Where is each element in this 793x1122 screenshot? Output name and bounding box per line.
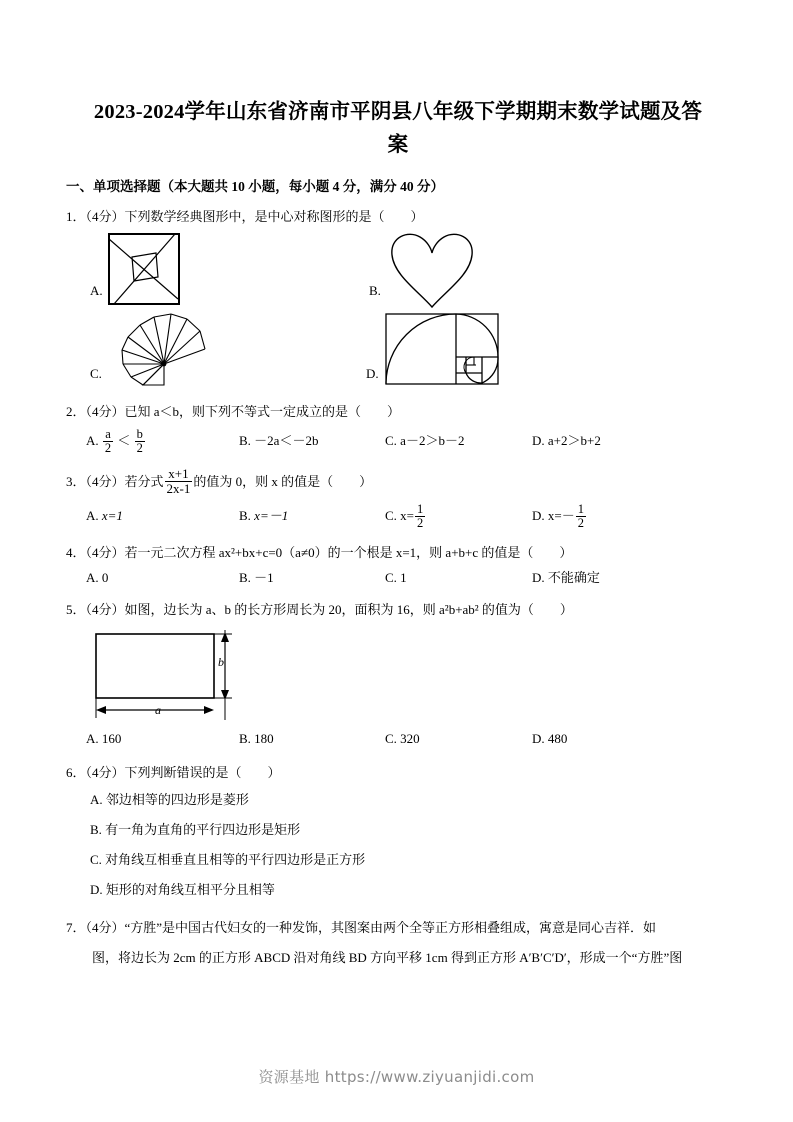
option-b-figure-heart-icon — [388, 229, 476, 314]
option-c-text-q6: 对角线互相垂直且相等的平行四边形是正方形 — [105, 852, 366, 867]
option-b-text-q5: 180 — [254, 731, 274, 746]
fraction-denominator: 2 — [104, 440, 112, 455]
question-5-stem: 5．（4分）如图，边长为 a、b 的长方形周长为 20，面积为 16，则 a²b+ab² 的值为（ ） — [66, 602, 573, 617]
fraction-numerator: 1 — [417, 501, 424, 516]
option-d-text-q6: 矩形的对角线互相平分且相等 — [105, 882, 275, 897]
option-d-text-q2: a+2＞b+2 — [547, 433, 601, 448]
option-b-label-q6: B. — [90, 822, 102, 837]
option-b-q2 — [239, 424, 385, 458]
option-c-q4 — [385, 565, 532, 591]
question-7 — [66, 913, 730, 973]
option-b-label-q4: B. — [239, 570, 251, 585]
option-c-label-q3: C. — [385, 508, 397, 523]
question-7-stem-line-2: 图，将边长为 2cm 的正方形 ABCD 沿对角线 BD 方向平移 1cm 得到正方形 A′B′C′D′，形成一个“方胜”图 — [92, 950, 683, 965]
option-d-text-q3: x=－ — [547, 508, 575, 523]
option-a-label-q4: A. — [86, 570, 99, 585]
option-a-fraction-b-over-2 — [135, 428, 145, 455]
fraction-denominator: 2 — [136, 440, 143, 455]
option-c-q5 — [385, 726, 532, 752]
question-7-stem — [66, 913, 730, 973]
option-d-label-q4: D. — [532, 570, 545, 585]
option-d-fraction-q3 — [576, 503, 586, 530]
question-3-stem-suffix: 的值为 0，则 x 的值是（ ） — [193, 474, 373, 489]
fraction-numerator: a — [105, 426, 111, 441]
question-3 — [66, 466, 730, 534]
option-c-label-q4: C. — [385, 570, 397, 585]
option-c-q3 — [385, 498, 532, 534]
option-d-q5 — [532, 726, 567, 752]
option-d-label-q3: D. — [532, 508, 545, 523]
option-c-text-q4: 1 — [400, 570, 407, 585]
option-b-label-q1: B. — [369, 283, 381, 298]
option-a-text-q5: 160 — [101, 731, 122, 746]
option-b-label-q3: B. — [239, 508, 251, 523]
section-heading: 一、单项选择题（本大题共 10 小题，每小题 4 分，满分 40 分） — [66, 179, 444, 194]
question-4 — [66, 540, 730, 591]
footer-watermark: 资源基地 https://www.ziyuanjidi.com — [258, 1068, 535, 1086]
option-d-q3 — [532, 498, 587, 534]
option-a-fraction-a-over-2 — [103, 428, 113, 455]
option-d-label-q5: D. — [532, 731, 545, 746]
question-3-options — [66, 498, 730, 534]
option-d-label-q2: D. — [532, 433, 545, 448]
question-1-figure-row-cd — [66, 309, 730, 391]
option-a-text-q6: 邻边相等的四边形是菱形 — [105, 792, 249, 807]
option-d-q2 — [532, 424, 601, 458]
option-c-q6 — [66, 845, 730, 875]
option-c-figure-spiral-of-theodorus-icon — [104, 309, 210, 392]
option-a-label-q2: A. — [86, 433, 99, 448]
question-4-options — [66, 565, 730, 591]
question-3-stem-prefix: 3．（4分）若分式 — [66, 474, 164, 489]
option-a-figure-pythagorean-pinwheel-icon — [106, 231, 184, 312]
option-c-label-q5: C. — [385, 731, 397, 746]
option-d-text-q5: 480 — [547, 731, 568, 746]
question-1-stem: 1．（4分）下列数学经典图形中，是中心对称图形的是（ ） — [66, 209, 424, 224]
option-b-text-q3: x=－1 — [254, 508, 289, 523]
question-1-figure-row-ab — [66, 229, 730, 309]
option-b-q5 — [239, 726, 385, 752]
question-4-stem: 4．（4分）若一元二次方程 ax²+bx+c=0（a≠0）的一个根是 x=1，则 a+b+c 的值是（ ） — [66, 545, 573, 560]
page-title-line-1: 2023-2024学年山东省济南市平阴县八年级下学期期末数学试题及答 — [93, 101, 703, 123]
option-b-q6 — [66, 815, 730, 845]
option-b-text-q2: －2a＜－2b — [254, 433, 319, 448]
question-6-stem: 6．（4分）下列判断错误的是（ ） — [66, 765, 281, 780]
option-b-text-q6: 有一角为直角的平行四边形是矩形 — [105, 822, 301, 837]
question-1 — [66, 204, 730, 391]
option-a-q6 — [66, 785, 730, 815]
question-5-options — [66, 726, 730, 752]
option-a-text-q4: 0 — [101, 570, 109, 585]
question-7-stem-line-1: 7．（4分）“方胜”是中国古代妇女的一种发饰，其图案由两个全等正方形相叠组成，寓意是同心吉祥．如 — [66, 920, 657, 935]
option-a-q2 — [86, 424, 239, 458]
option-c-fraction-q3 — [415, 503, 425, 530]
rectangle-side-label-a: a — [155, 703, 161, 717]
option-d-q6 — [66, 875, 730, 905]
fraction-numerator: x+1 — [168, 465, 189, 481]
option-a-label-q3: A. — [86, 508, 99, 523]
question-3-fraction — [165, 467, 193, 495]
page-title-line-2: 案 — [387, 134, 409, 156]
option-b-q3 — [239, 498, 385, 534]
question-5 — [66, 597, 730, 752]
rectangle-side-label-b: b — [218, 655, 224, 669]
question-3-stem — [66, 466, 730, 498]
option-b-label-q2: B. — [239, 433, 251, 448]
fraction-numerator: 1 — [577, 501, 584, 516]
option-a-label-q5: A. — [86, 731, 99, 746]
question-2-stem: 2．（4分）已知 a＜b，则下列不等式一定成立的是（ ） — [66, 404, 401, 419]
question-6 — [66, 760, 730, 905]
question-2 — [66, 399, 730, 458]
option-a-q5 — [86, 726, 239, 752]
option-c-label-q6: C. — [90, 852, 102, 867]
option-d-q4 — [532, 565, 600, 591]
question-6-options — [66, 785, 730, 905]
option-a-text-q3: x=1 — [101, 508, 123, 523]
document-content — [66, 96, 730, 975]
option-a-q3 — [86, 498, 239, 534]
option-a-label-q1: A. — [90, 283, 103, 298]
option-a-label-q6: A. — [90, 792, 103, 807]
option-c-text-q5: 320 — [400, 731, 420, 746]
fraction-denominator: 2 — [577, 515, 584, 530]
option-b-text-q4: －1 — [254, 570, 274, 585]
option-d-label-q1: D. — [366, 366, 379, 381]
option-d-label-q6: D. — [90, 882, 103, 897]
option-d-text-q4: 不能确定 — [547, 570, 600, 585]
fraction-denominator: 2 — [417, 515, 424, 530]
fraction-numerator: b — [136, 426, 143, 441]
option-a-q4 — [86, 565, 239, 591]
option-d-figure-fibonacci-spiral-icon — [384, 312, 500, 391]
option-c-label-q1: C. — [90, 366, 102, 381]
question-2-options — [66, 424, 730, 458]
option-c-text-q3: x= — [400, 508, 415, 523]
option-b-label-q5: B. — [239, 731, 251, 746]
option-a-relation-q2: ＜ — [117, 433, 131, 448]
page-title — [66, 96, 730, 162]
option-c-text-q2: a－2＞b－2 — [400, 433, 465, 448]
option-c-q2 — [385, 424, 532, 458]
option-b-q4 — [239, 565, 385, 591]
option-c-label-q2: C. — [385, 433, 397, 448]
fraction-denominator: 2x-1 — [166, 480, 191, 496]
question-5-figure-rectangle — [66, 622, 730, 726]
